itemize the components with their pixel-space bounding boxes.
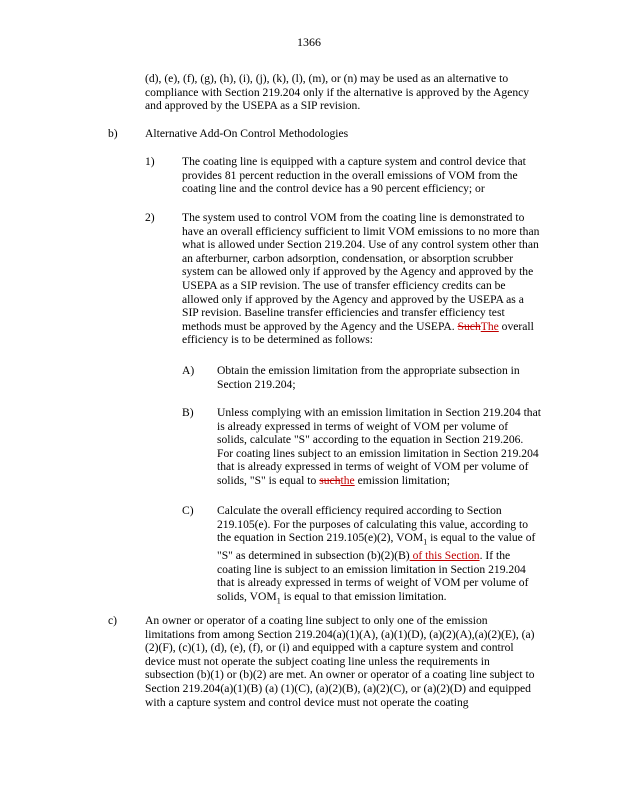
deleted-word: such	[319, 473, 341, 487]
section-c-label: c)	[108, 614, 118, 627]
inserted-word: the	[340, 473, 355, 487]
sub-b-body: Unless complying with an emission limitation in Section 219.204 that is already expressed in terms of weight of VOM per volume of solids, calculate "S" according to the equation in Section 219.206. For coating lines subject to an emission limitation in Section 219.204 that is already expressed in terms of weight of VOM per volume of solids, "S" is equal to	[217, 406, 541, 487]
sub-c-text	[217, 504, 541, 608]
section-b-heading: Alternative Add-On Control Methodologies	[145, 127, 349, 140]
sub-b-text	[217, 406, 541, 488]
sub-c-part-1: Calculate the overall efficiency required according to Section 219.105(e). For the purposes of calculating this value, according to the equation in Section 219.105(e)(2), VOM	[217, 504, 529, 545]
sub-a-text: Obtain the emission limitation from the appropriate subsection in Section 219.204;	[217, 364, 520, 391]
page-number: 1366	[297, 35, 321, 49]
item-1-text: The coating line is equipped with a capture system and control device that provides 81 percent reduction in the overall emissions of VOM from the coating line and the control device has a 90 percent efficiency; or	[182, 155, 526, 196]
deleted-word: Such	[457, 319, 481, 333]
sub-b-label: B)	[182, 406, 194, 419]
item-1-label: 1)	[145, 155, 155, 168]
sub-c-part-3: . If the coating line is subject to an emission limitation in Section 219.204 that is already expressed in terms of weight of VOM per volume of solids, VOM	[217, 549, 529, 603]
item-2-body: The system used to control VOM from the coating line is demonstrated to have an overall efficiency sufficient to limit VOM emissions to no more than what is allowed under Section 219.204. Use of any control system other than an afterburner, carbon adsorption, condensation, or absorption scrubber system can be allowed only if approved by the Agency and approved by the USEPA as a SIP revision. The use of transfer efficiency credits can be allowed only if approved by the Agency and approved by the USEPA as a SIP revision. Baseline transfer efficiencies and transfer efficiency test methods must be approved by the Agency and the USEPA.	[182, 211, 540, 333]
inserted-word: The	[480, 319, 499, 333]
inserted-phrase: of this Section	[409, 549, 480, 563]
sub-c-part-4: is equal to that emission limitation.	[280, 589, 447, 603]
sub-c-part-2: is equal to the value of "S" as determined in subsection (b)(2)(B)	[217, 531, 536, 563]
section-b-label: b)	[108, 127, 118, 140]
section-c-text: An owner or operator of a coating line subject to only one of the emission limitations from among Section 219.204(a)(1)(A), (a)(1)(D), (a)(2)(A),(a)(2)(E), (a)(2)(F), (c)(1), (d), (e), (f), or (i) and equipped with a capture system and control device must not operate the subject coating line unless the requirements in subsection (b)(1) or (b)(2) are met. An owner or operator of a coating line subject to Section 219.204(a)(1)(B) (a) (1)(C), (a)(2)(B), (a)(2)(C), or (a)(2)(D) and equipped with a capture system and control device must not operate the coating	[145, 614, 535, 709]
item-2-ending: overall efficiency is to be determined as follows:	[182, 319, 534, 347]
subscript: 1	[423, 537, 428, 547]
item-2-text	[182, 211, 540, 347]
sub-a-label: A)	[182, 364, 195, 377]
sub-c-label: C)	[182, 504, 194, 517]
sub-b-ending: emission limitation;	[354, 473, 450, 487]
intro-paragraph: (d), (e), (f), (g), (h), (i), (j), (k), (l), (m), or (n) may be used as an alternative to compliance with Section 219.204 only if the alternative is approved by the Agency and approved by the USEPA as a SIP revision.	[145, 72, 530, 113]
subscript: 1	[276, 596, 281, 606]
item-2-label: 2)	[145, 211, 155, 224]
